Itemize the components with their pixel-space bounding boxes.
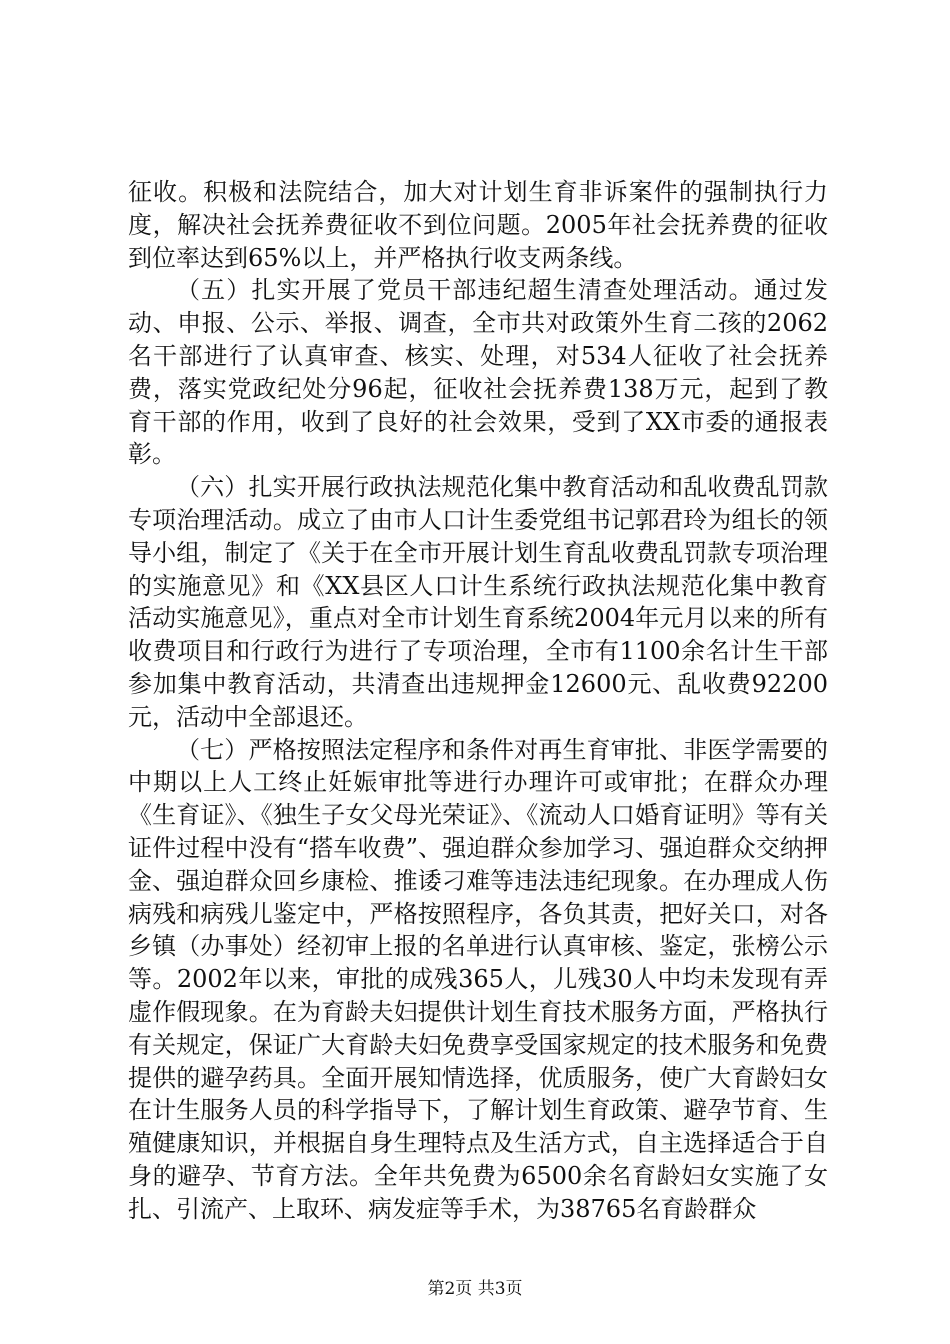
page-number-footer: 第2页 共3页 [427,1279,523,1299]
paragraph-4: （七）严格按照法定程序和条件对再生育审批、非医学需要的中期以上人工终止妊娠审批等进行办理许可或审批；在群众办理《生育证》、《独生子女父母光荣证》、《流动人口婚育证明》等有关证件过程中没有“搭车收费”、强迫群众参加学习、强迫群众交纳押金、强迫群众回乡康检、推诿刁难等违法违纪现象。在办理成人伤病残和病残儿鉴定中，严格按照程序，各负其责，把好关口，对各乡镇（办事处）经初审上报的名单进行认真审核、鉴定，张榜公示等。2002年以来，审批的成残365人，儿残30人中均未发现有弄虚作假现象。在为育龄夫妇提供计划生育技术服务方面，严格执行有关规定，保证广大育龄夫妇免费享受国家规定的技术服务和免费提供的避孕药具。全面开展知情选择，优质服务，使广大育龄妇女在计生服务人员的科学指导下，了解计划生育政策、避孕节育、生殖健康知识，并根据自身生理特点及生活方式，自主选择适合于自身的避孕、节育方法。全年共免费为6500余名育龄妇女实施了女扎、引流产、上取环、病发症等手术，为38765名育龄群众 [128,735,828,1223]
paragraph-3: （六）扎实开展行政执法规范化集中教育活动和乱收费乱罚款专项治理活动。成立了由市人口计生委党组书记郭君玲为组长的领导小组，制定了《关于在全市开展计划生育乱收费乱罚款专项治理的实施意见》和《XX县区人口计生系统行政执法规范化集中教育活动实施意见》，重点对全市计划生育系统2004年元月以来的所有收费项目和行政行为进行了专项治理，全市有1100余名计生干部参加集中教育活动，共清查出违规押金12600元、乱收费92200元，活动中全部退还。 [128,473,828,731]
paragraph-2: （五）扎实开展了党员干部违纪超生清查处理活动。通过发动、申报、公示、举报、调查，全市共对政策外生育二孩的2062名干部进行了认真审查、核实、处理，对534人征收了社会抚养费，落实党政纪处分96起，征收社会抚养费138万元，起到了教育干部的作用，收到了良好的社会效果，受到了XX市委的通报表彰。 [128,276,828,469]
paragraph-1: 征收。积极和法院结合，加大对计划生育非诉案件的强制执行力度，解决社会抚养费征收不到位问题。2005年社会抚养费的征收到位率达到65%以上，并严格执行收支两条线。 [128,178,828,272]
document-body [128,176,828,1226]
